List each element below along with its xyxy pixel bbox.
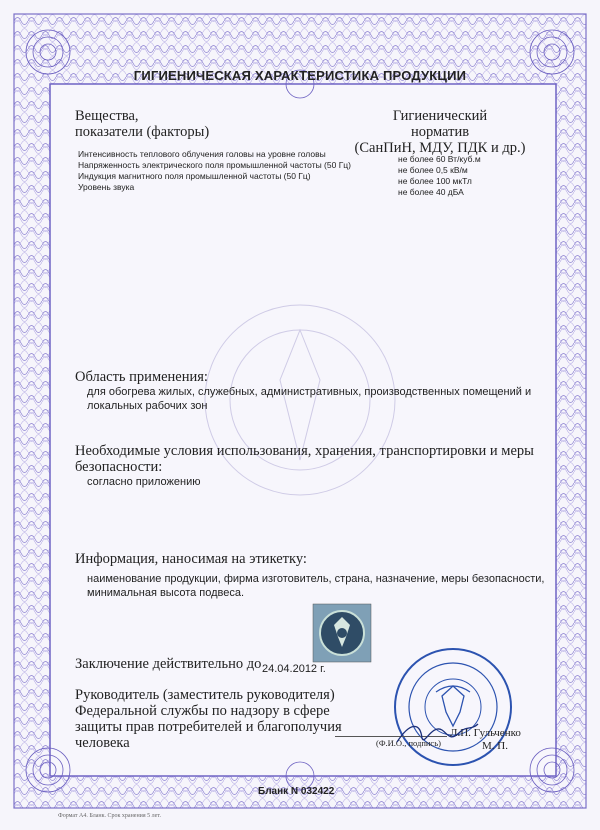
signatory-line1: Руководитель (заместитель руководителя) [75,687,335,703]
indicator-name: Уровень звука [78,182,135,192]
label-info-line1: наименование продукции, фирма изготовитель, страна, назначение, меры безопасности, [87,573,545,585]
norm-header-line2: норматив [410,124,470,140]
signature-caption: (Ф.И.О., подпись) [376,738,441,748]
hologram-emblem [312,603,372,663]
label-info-label: Информация, наносимая на этикетку: [75,551,307,567]
conditions-value: согласно приложению [87,476,201,488]
scope-label: Область применения: [75,369,208,385]
validity-label: Заключение действительно до [75,656,262,672]
norm-header-line1: Гигиенический [392,108,488,124]
signatory-name: Л.П. Гульченко [450,727,521,739]
blank-number: Бланк N 032422 [258,786,335,797]
indicator-norm: не более 60 Вт/куб.м [398,154,481,164]
indicator-name: Индукция магнитного поля промышленной частоты (50 Гц) [78,171,311,181]
footer-note: Формат А4. Бланк. Срок хранения 5 лет. [58,813,161,819]
indicator-norm: не более 40 дБА [398,187,464,197]
conditions-label-line1: Необходимые условия использования, хранения, транспортировки и меры [75,443,534,459]
indicator-name: Интенсивность теплового облучения головы на уровне головы [78,149,326,159]
indicator-norm: не более 0,5 кВ/м [398,165,468,175]
substances-header-line1: Вещества, [75,108,139,124]
norm-header-line3: (СанПиН, МДУ, ПДК и др.) [354,140,526,156]
validity-date: 24.04.2012 г. [262,663,326,675]
indicator-name: Напряженность электрического поля промышленной частоты (50 Гц) [78,160,352,170]
substances-header-line2: показатели (факторы) [75,124,210,140]
signatory-line4: человека [75,735,130,751]
scope-text-line1: для обогрева жилых, служебных, административных, производственных помещений и [87,386,532,398]
conditions-label-line2: безопасности: [75,459,163,475]
mp-mark: М. П. [482,740,508,752]
document-title: ГИГИЕНИЧЕСКАЯ ХАРАКТЕРИСТИКА ПРОДУКЦИИ [133,68,467,83]
indicator-norm: не более 100 мкТл [398,176,472,186]
signatory-line3: защиты прав потребителей и благополучия [75,719,342,735]
handwritten-signature [392,712,482,752]
signatory-line2: Федеральной службы по надзору в сфере [75,703,330,719]
label-info-line2: минимальная высота подвеса. [87,587,245,599]
scope-text-line2: локальных рабочих зон [87,400,208,412]
